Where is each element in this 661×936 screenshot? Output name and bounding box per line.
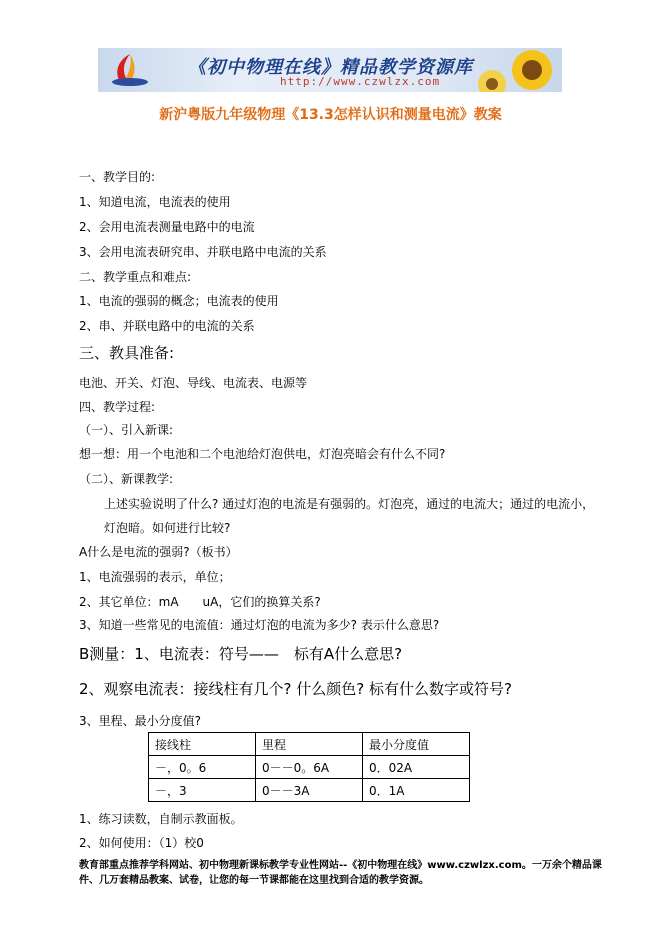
text-line: 1、电流强弱的表示，单位；	[79, 570, 231, 584]
sunflower-icon	[472, 48, 562, 92]
text-line: 电池、开关、灯泡、导线、电流表、电源等	[79, 376, 308, 390]
table-row	[149, 756, 470, 779]
text-line: 上述实验说明了什么? 通过灯泡的电流是有强弱的。灯泡亮，通过的电流大；通过的电流小，	[104, 497, 595, 511]
header-banner	[98, 48, 562, 92]
table-header-cell: 最小分度值	[363, 733, 470, 756]
text-line: 2、会用电流表测量电路中的电流	[79, 220, 255, 234]
text-line: 2、如何使用：（1）校0	[79, 836, 204, 850]
text-line: 2、观察电流表：接线柱有几个? 什么颜色? 标有什么数字或符号?	[79, 680, 512, 698]
text-line: 3、里程、最小分度值?	[79, 714, 202, 728]
table-cell: 0．1A	[363, 779, 470, 802]
table-cell: 0－－0。6A	[256, 756, 363, 779]
banner-slogan: 《初中物理在线》精品教学资源库	[188, 57, 473, 78]
text-line: 1、知道电流，电流表的使用	[79, 195, 231, 209]
section-heading: 三、教具准备:	[79, 344, 175, 362]
text-line: 想一想：用一个电池和二个电池给灯泡供电，灯泡亮暗会有什么不同?	[79, 447, 446, 461]
text-line: 灯泡暗。如何进行比较?	[104, 521, 231, 535]
site-logo-icon	[108, 52, 152, 88]
text-line: 1、练习读数，自制示教面板。	[79, 812, 243, 826]
table-cell: 0－－3A	[256, 779, 363, 802]
range-table	[148, 732, 470, 802]
table-header-row	[149, 733, 470, 756]
text-line: 2、串、并联电路中的电流的关系	[79, 319, 255, 333]
table-cell: 0．02A	[363, 756, 470, 779]
section-heading: 二、教学重点和难点:	[79, 270, 192, 284]
subsection-heading: （二）、新课教学:	[79, 472, 174, 486]
text-line: 1、电流的强弱的概念；电流表的使用	[79, 294, 279, 308]
table-cell: －，0。6	[149, 756, 256, 779]
text-line: 3、会用电流表研究串、并联电路中电流的关系	[79, 245, 327, 259]
subsection-heading: （一）、引入新课:	[79, 423, 174, 437]
text-line: 3、知道一些常见的电流值：通过灯泡的电流为多少? 表示什么意思?	[79, 618, 440, 632]
table-cell: －，3	[149, 779, 256, 802]
page-footer: 教育部重点推荐学科网站、初中物理新课标教学专业性网站--《初中物理在线》www.czwlzx.com。一万余个精品课件、几万套精品教案、试卷，让您的每一节课都能在这里找到合适的教学资源。	[79, 860, 602, 886]
table-row	[149, 779, 470, 802]
document-title: 新沪粤版九年级物理《13.3怎样认识和测量电流》教案	[159, 107, 502, 123]
section-heading: 四、教学过程:	[79, 400, 156, 414]
text-line: B测量：1、电流表：符号—— 标有A什么意思?	[79, 645, 403, 663]
banner-url[interactable]: http://www.czwlzx.com	[280, 75, 441, 88]
table-header-cell: 接线柱	[149, 733, 256, 756]
text-line: A什么是电流的强弱?（板书）	[79, 545, 238, 559]
section-heading: 一、教学目的:	[79, 170, 156, 184]
table-header-cell: 里程	[256, 733, 363, 756]
text-line: 2、其它单位：mA uA，它们的换算关系?	[79, 595, 321, 609]
